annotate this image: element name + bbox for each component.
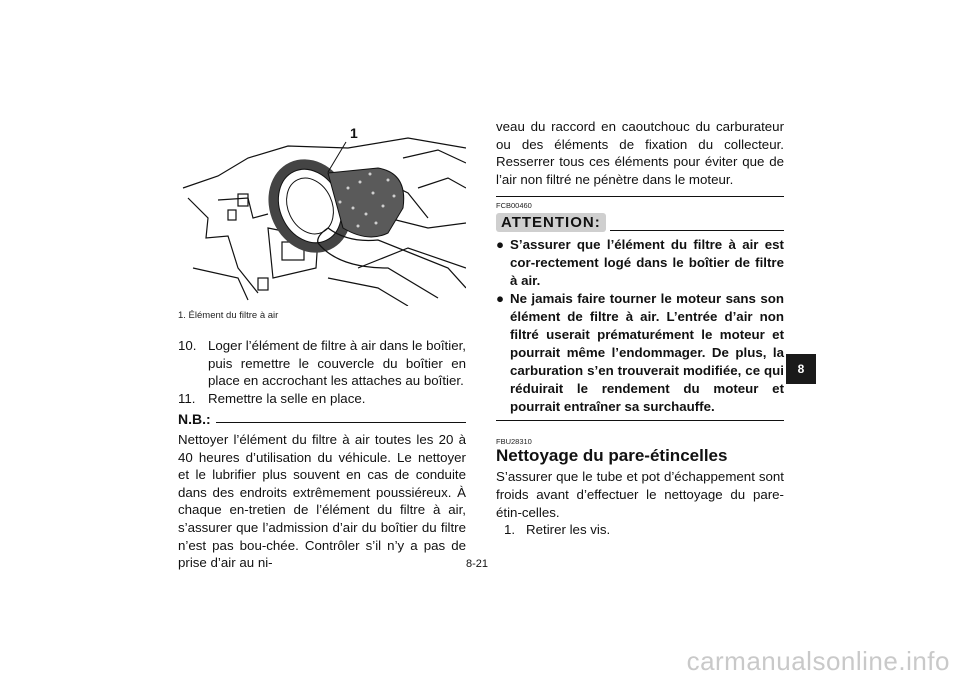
section-code: FBU28310: [496, 437, 532, 447]
nb-text: Nettoyer l’élément du filtre à air toutes les 20 à 40 heures d’utilisation du véhicule. Le nettoyer et le lubrifier plus souvent en cas de conduite dans des endroits extrêmement poussiéreux. À chaque en-tretien de l’élément du filtre à air, s’assurer que l’admission d’air du boîtier du filtre n’est pas bou-chée. Contrôler s’il n’y a pas de prise d’air au ni-: [178, 432, 466, 571]
continuation-text: veau du raccord en caoutchouc du carburateur ou des éléments de fixation du collecteur. Resserrer tous ces éléments pour éviter que de l’air non filtré ne pénètre dans le moteur.: [496, 119, 784, 187]
step-text: Retirer les vis.: [526, 522, 611, 538]
step-10: [178, 337, 466, 390]
section-text: S’assurer que le tube et pot d’échappement sont froids avant d’effectuer le nettoyage du pare-étin-celles.: [496, 469, 784, 520]
watermark: carmanualsonline.info: [686, 646, 950, 676]
step-number: 10.: [178, 338, 197, 353]
step-11: [178, 390, 466, 408]
step-text: Loger l’élément de filtre à air dans le boîtier, puis remettre le couvercle du boîtier en place en accrochant les attaches au boîtier.: [208, 338, 466, 389]
bullet-text: S’assurer que l’élément du filtre à air est cor-rectement logé dans le boîtier de filtre à air.: [510, 237, 784, 289]
bullet-text: Ne jamais faire tourner le moteur sans son élément de filtre à air. L’entrée d’air non filtré userait prématurément le moteur et pourrait même l’endommager. De plus, la carburation s’en trouverait modifiée, ce qui réduirait le rendement du moteur et pourrait entraîner sa surchauffe.: [510, 291, 784, 415]
attention-bullet: [496, 236, 784, 290]
bullet-icon: ●: [496, 237, 505, 253]
air-filter-drawing: [178, 118, 466, 306]
nb-title: N.B.:: [178, 411, 211, 427]
right-column: [496, 118, 784, 539]
step-number: 1.: [504, 522, 516, 538]
figure-caption: 1. Élément du filtre à air: [178, 310, 279, 321]
attention-top-rule: [496, 196, 784, 197]
section-title: Nettoyage du pare-étincelles: [496, 446, 728, 466]
nb-heading: [178, 411, 466, 429]
section-step: [496, 521, 784, 539]
attention-bullet: [496, 290, 784, 416]
callout-label: 1: [350, 125, 358, 141]
page-number: 8-21: [466, 558, 489, 570]
bullet-icon: ●: [496, 291, 505, 307]
left-steps: [178, 337, 466, 407]
attention-code: FCB00460: [496, 201, 532, 211]
attention-heading-rule: [610, 230, 784, 231]
chapter-tab: 8: [786, 354, 816, 384]
nb-rule: [216, 422, 466, 423]
step-number: 11.: [178, 390, 196, 406]
attention-heading: [496, 213, 784, 232]
attention-bottom-rule: [496, 420, 784, 421]
attention-label: ATTENTION:: [496, 213, 606, 232]
attention-list: [496, 236, 784, 416]
step-text: Remettre la selle en place.: [208, 390, 366, 406]
air-filter-illustration: [178, 118, 466, 306]
